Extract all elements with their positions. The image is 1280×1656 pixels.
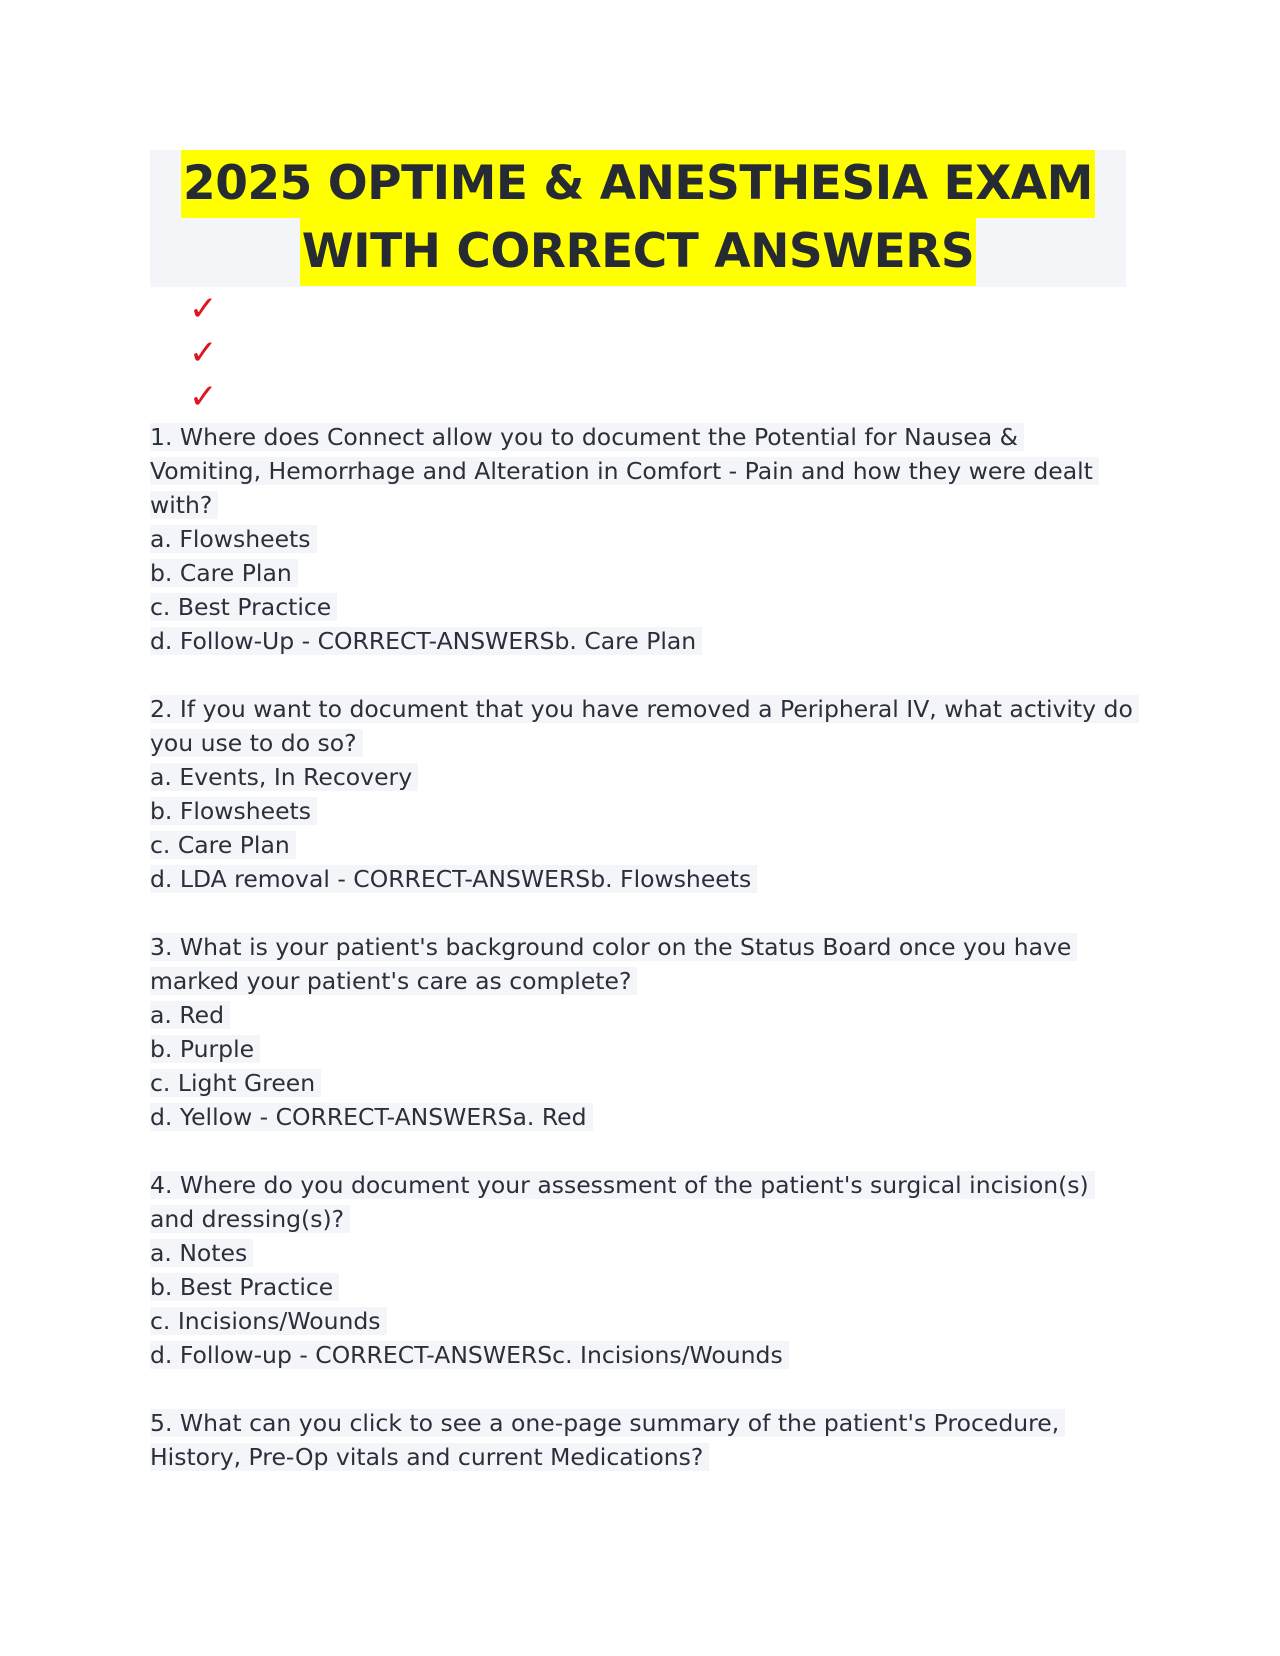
question-line bbox=[150, 1338, 1126, 1372]
line-text: a. Events, In Recovery bbox=[150, 763, 418, 791]
question-text bbox=[150, 930, 1126, 964]
line-text: 4. Where do you document your assessment of the patient's surgical incision(s) bbox=[150, 1171, 1095, 1199]
checkmark-list bbox=[189, 287, 1126, 419]
line-text: a. Flowsheets bbox=[150, 525, 317, 553]
line-text: a. Red bbox=[150, 1001, 230, 1029]
line-text: and dressing(s)? bbox=[150, 1205, 350, 1233]
line-text: b. Care Plan bbox=[150, 559, 298, 587]
question-line bbox=[150, 1100, 1126, 1134]
line-text: b. Best Practice bbox=[150, 1273, 339, 1301]
question-text bbox=[150, 692, 1133, 726]
line-text: c. Best Practice bbox=[150, 593, 337, 621]
question-line bbox=[150, 1304, 1126, 1338]
spacer bbox=[150, 1134, 1126, 1168]
question-block bbox=[150, 1406, 1126, 1474]
question-text bbox=[150, 420, 1126, 454]
question-line bbox=[150, 522, 1126, 556]
line-text: Vomiting, Hemorrhage and Alteration in Comfort - Pain and how they were dealt bbox=[150, 457, 1099, 485]
question-block bbox=[150, 1168, 1126, 1372]
line-text: c. Incisions/Wounds bbox=[150, 1307, 387, 1335]
line-text: with? bbox=[150, 491, 218, 519]
question-line bbox=[150, 862, 1126, 896]
question-line bbox=[150, 454, 1126, 488]
checkmark-icon: ✓ bbox=[189, 289, 218, 329]
line-text: marked your patient's care as complete? bbox=[150, 967, 637, 995]
question-line bbox=[150, 964, 1126, 998]
question-line bbox=[150, 488, 1126, 522]
question-line bbox=[150, 1440, 1126, 1474]
line-text: b. Flowsheets bbox=[150, 797, 317, 825]
line-text: c. Light Green bbox=[150, 1069, 321, 1097]
line-text: b. Purple bbox=[150, 1035, 260, 1063]
question-line bbox=[150, 726, 1126, 760]
question-block bbox=[150, 420, 1126, 658]
question-line bbox=[150, 1066, 1126, 1100]
spacer bbox=[150, 896, 1126, 930]
question-line bbox=[150, 1236, 1126, 1270]
question-line bbox=[150, 624, 1126, 658]
line-text: d. Yellow - CORRECT-ANSWERSa. Red bbox=[150, 1103, 593, 1131]
line-text: you use to do so? bbox=[150, 729, 363, 757]
question-line bbox=[150, 590, 1126, 624]
spacer bbox=[150, 1372, 1126, 1406]
checkmark-icon: ✓ bbox=[189, 333, 218, 373]
question-line bbox=[150, 998, 1126, 1032]
title-line-1: 2025 OPTIME & ANESTHESIA EXAM bbox=[181, 150, 1095, 218]
title-line-2: WITH CORRECT ANSWERS bbox=[300, 218, 977, 286]
question-line bbox=[150, 556, 1126, 590]
line-text: c. Care Plan bbox=[150, 831, 296, 859]
question-text bbox=[150, 1406, 1126, 1440]
line-text: History, Pre-Op vitals and current Medications? bbox=[150, 1443, 709, 1471]
line-text: a. Notes bbox=[150, 1239, 253, 1267]
question-line bbox=[150, 760, 1126, 794]
line-text: d. Follow-Up - CORRECT-ANSWERSb. Care Plan bbox=[150, 627, 702, 655]
question-line bbox=[150, 794, 1126, 828]
line-text: 3. What is your patient's background color on the Status Board once you have bbox=[150, 933, 1077, 961]
question-line bbox=[150, 1032, 1126, 1066]
line-text: d. LDA removal - CORRECT-ANSWERSb. Flowsheets bbox=[150, 865, 757, 893]
question-line bbox=[150, 1202, 1126, 1236]
question-text bbox=[150, 1168, 1126, 1202]
question-block bbox=[150, 692, 1133, 896]
question-block bbox=[150, 930, 1126, 1134]
line-text: 1. Where does Connect allow you to document the Potential for Nausea & bbox=[150, 423, 1024, 451]
line-text: 5. What can you click to see a one-page summary of the patient's Procedure, bbox=[150, 1409, 1065, 1437]
question-line bbox=[150, 828, 1126, 862]
line-text: d. Follow-up - CORRECT-ANSWERSc. Incisions/Wounds bbox=[150, 1341, 789, 1369]
question-line bbox=[150, 1270, 1126, 1304]
question-list bbox=[150, 420, 1133, 1474]
checkmark-icon: ✓ bbox=[189, 377, 218, 417]
line-text: 2. If you want to document that you have removed a Peripheral IV, what activity do bbox=[150, 695, 1139, 723]
title-block bbox=[150, 150, 1126, 287]
document-page bbox=[150, 150, 1133, 1474]
spacer bbox=[150, 658, 1126, 692]
